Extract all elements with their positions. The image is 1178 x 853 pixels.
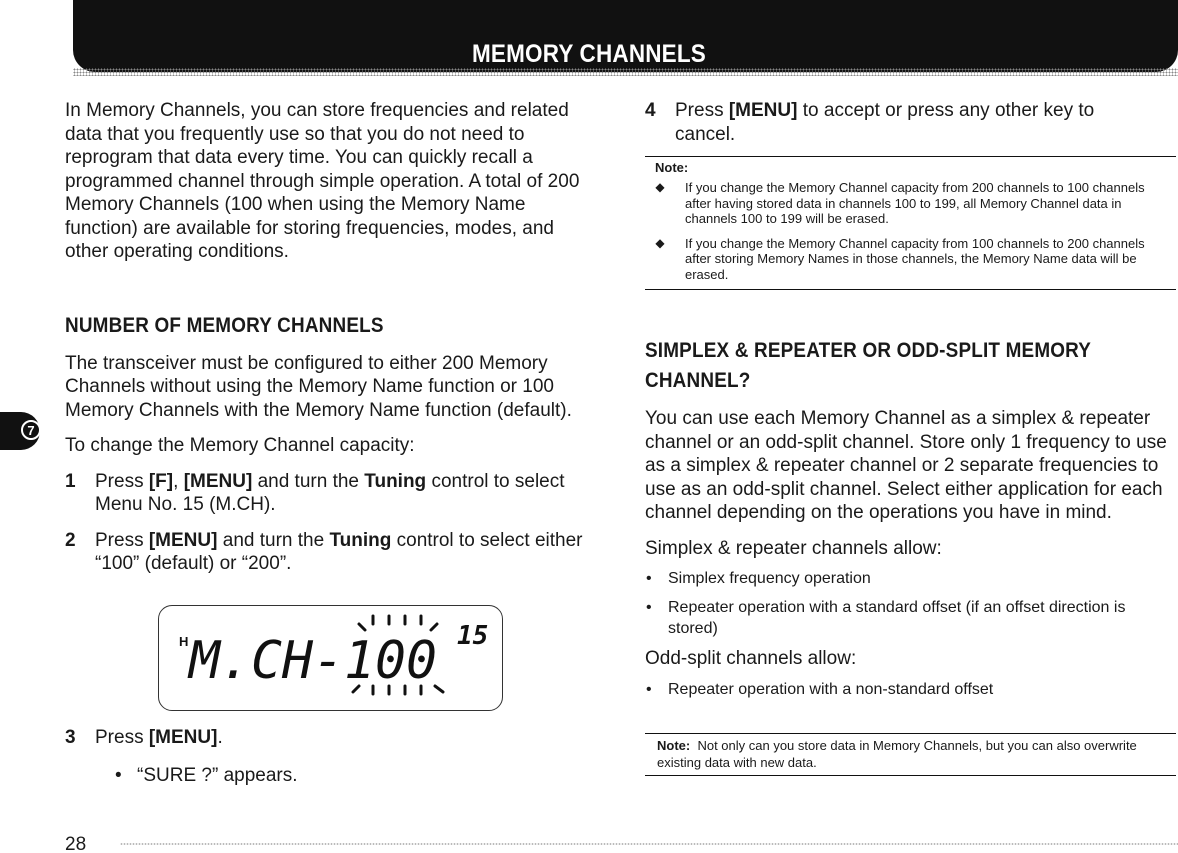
step-3 <box>65 726 595 750</box>
step-1 <box>65 470 605 517</box>
step-4 <box>645 99 1177 146</box>
note-box-overwrite <box>645 733 1176 776</box>
chapter-number: 7 <box>21 420 41 440</box>
bullet-text: “SURE ?” appears. <box>137 764 298 786</box>
page-number: 28 <box>65 834 87 853</box>
note-top-rule <box>645 733 1176 734</box>
svg-text:H: H <box>179 634 189 649</box>
section-heading-simplex: SIMPLEX & REPEATER OR ODD-SPLIT MEMORY CHANNEL? <box>645 338 1091 392</box>
step-number: 2 <box>65 529 76 551</box>
step-number: 3 <box>65 727 76 748</box>
note-item: ◆ If you change the Memory Channel capacity from 100 channels to 200 channels after storing Memory Names in those channels, the Memory Name data will be erased. <box>645 236 1176 283</box>
step-text: Press [MENU] and turn the Tuning control to select either “100” (default) or “200”. <box>95 529 583 574</box>
step-number: 1 <box>65 470 76 492</box>
right-column-lower <box>645 335 1177 700</box>
step-text: Press [F], [MENU] and turn the Tuning control to select Menu No. 15 (M.CH). <box>95 470 565 515</box>
intro-paragraph: In Memory Channels, you can store frequencies and related data that you frequently use so that you do not need to reprogram that data every time. You can quickly recall a programmed channel through simple operation. A total of 200 Memory Channels (100 when using the Memory Name function) are available for storing frequencies, modes, and other operating conditions. <box>65 100 580 262</box>
oddsplit-title: Odd-split channels allow: <box>645 648 857 669</box>
page-title: MEMORY CHANNELS <box>472 40 706 68</box>
section-body-simplex: You can use each Memory Channel as a simplex & repeater channel or an odd-split channel. Store only 1 frequency to use as a simplex & repeater channel or 2 separate frequencies to use as an odd-split channel. Select either application for each channel depending on the operations you have in mind. <box>645 408 1167 523</box>
header-dotted-rule <box>73 68 1178 76</box>
left-column-lower <box>65 726 595 787</box>
step-text: Press [MENU] to accept or press any other key to cancel. <box>675 100 1095 145</box>
step-number: 4 <box>645 100 656 121</box>
step-3-bullet <box>65 764 595 788</box>
note-item: ◆ If you change the Memory Channel capacity from 200 channels to 100 channels after having stored data in channels 100 to 199, all Memory Channel data in channels 100 to 199 will be erased. <box>645 180 1176 227</box>
chapter-tab <box>0 412 40 450</box>
diamond-bullet-icon: ◆ <box>655 180 665 194</box>
section-body-number: The transceiver must be configured to either 200 Memory Channels without using the Memory Name function or 100 Memory Channels with the Memory Name function (default). <box>65 352 572 421</box>
note-box-capacity <box>645 156 1176 290</box>
svg-text:15: 15 <box>457 621 489 651</box>
lcd-segments-icon <box>159 606 504 712</box>
left-column <box>65 99 605 576</box>
list-item: • Simplex frequency operation <box>646 570 871 587</box>
step-text: Press [MENU]. <box>95 727 223 748</box>
step-2 <box>65 529 605 576</box>
svg-text:M.CH-100: M.CH-100 <box>187 631 437 691</box>
note-top-rule <box>645 156 1176 157</box>
diamond-bullet-icon: ◆ <box>655 235 665 250</box>
list-item: • Repeater operation with a non-standard offset <box>646 680 994 698</box>
note-bottom-rule <box>645 775 1176 776</box>
simplex-title: Simplex & repeater channels allow: <box>645 537 942 559</box>
list-item: • Repeater operation with a standard offset (if an offset direction is stored) <box>646 599 1126 637</box>
note-bottom-rule <box>645 289 1176 290</box>
note-label: Note: <box>655 160 689 175</box>
note-text: Note: Not only can you store data in Memory Channels, but you can also overwrite existing data with new data. <box>657 738 1137 770</box>
lcd-display-illustration <box>158 605 503 711</box>
change-intro: To change the Memory Channel capacity: <box>65 435 415 456</box>
bullet-mark: • <box>115 764 122 786</box>
right-column <box>645 99 1177 146</box>
footer-dotted-rule <box>120 843 1178 845</box>
section-heading-number: NUMBER OF MEMORY CHANNELS <box>65 312 384 337</box>
